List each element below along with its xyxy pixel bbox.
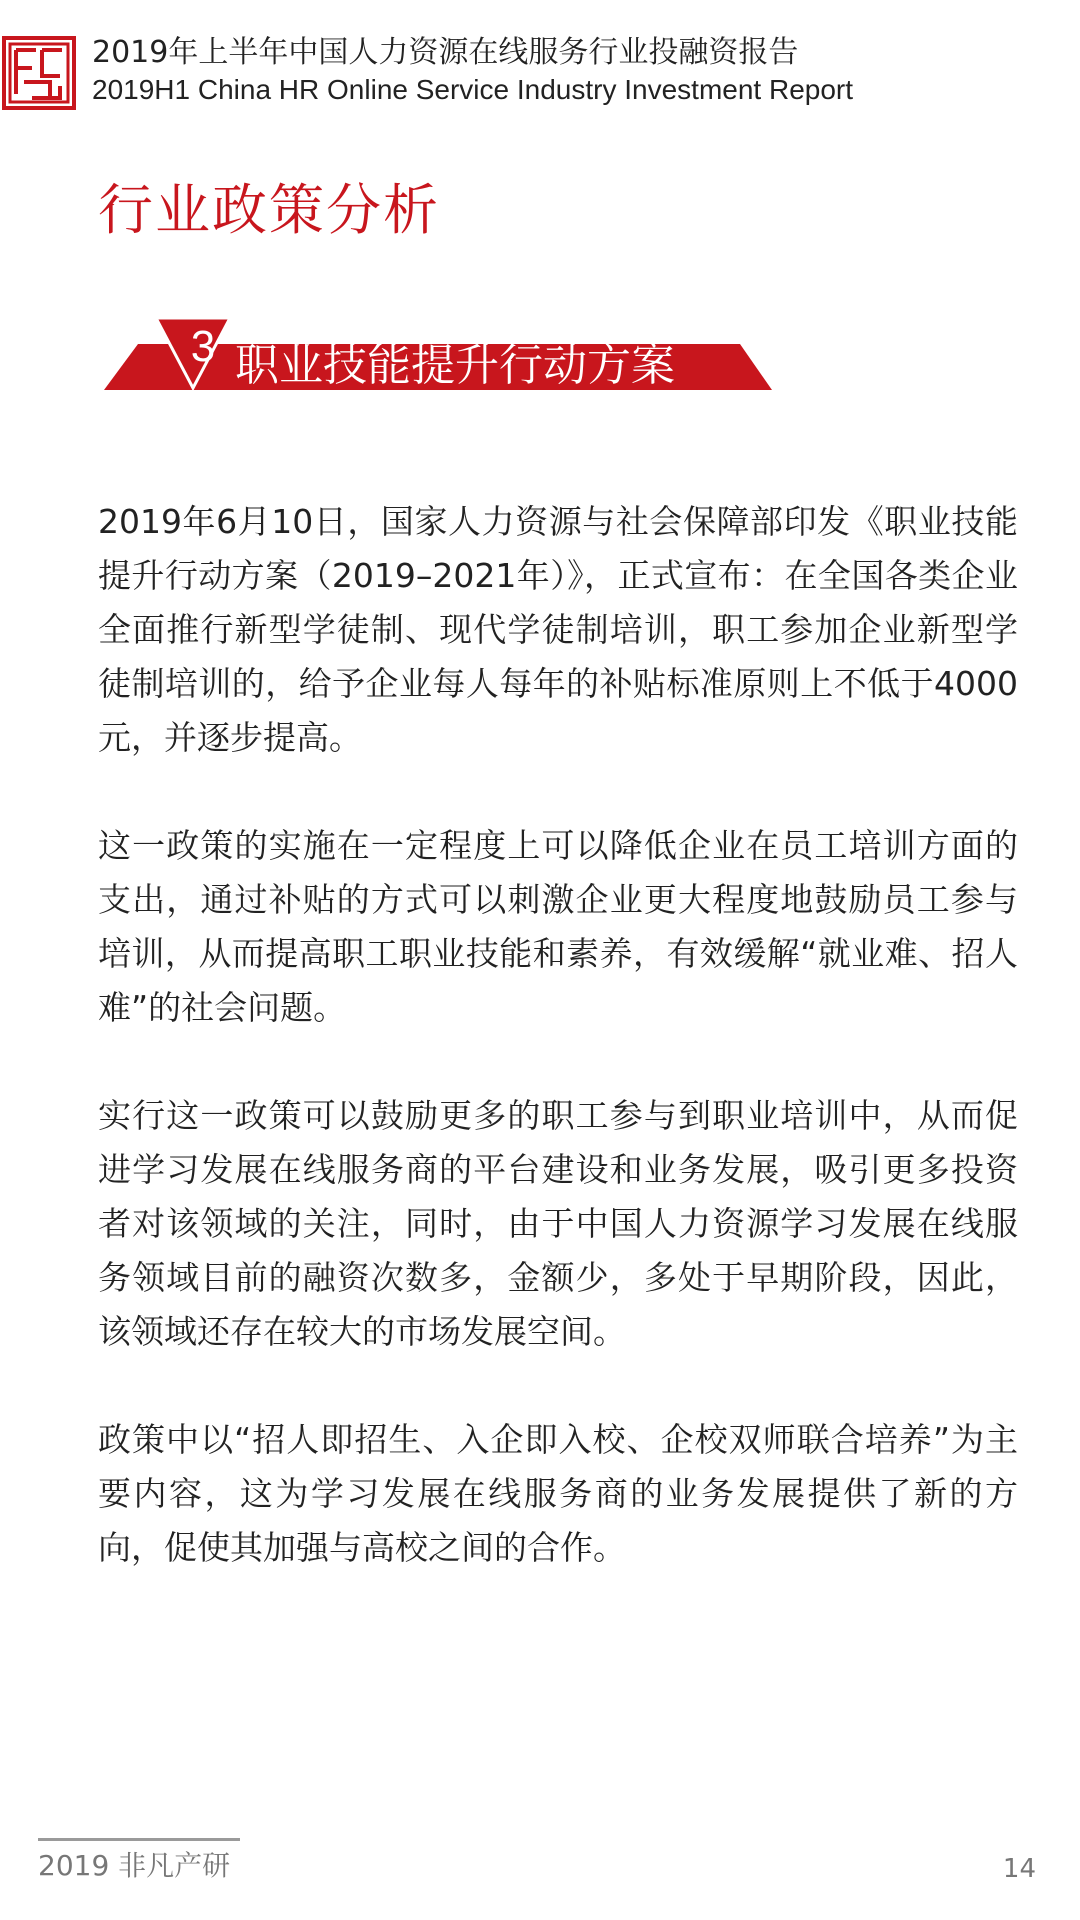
footer-brand: 2019 非凡产研 <box>38 1849 231 1882</box>
section-title: 职业技能提升行动方案 <box>235 340 675 391</box>
report-title-cn: 2019年上半年中国人力资源在线服务行业投融资报告 <box>92 35 799 70</box>
page-title: 行业政策分析 <box>98 178 441 242</box>
report-header <box>0 30 1080 120</box>
paragraph-1: 2019年6月10日，国家人力资源与社会保障部印发《职业技能提升行动方案（2019–2021年）》，正式宣布：在全国各类企业全面推行新型学徒制、现代学徒制培训，职工参加企业新型学徒制培训的，给予企业每人每年的补贴标准原则上不低于4000元，并逐步提高。 <box>98 502 1018 757</box>
paragraph-2: 这一政策的实施在一定程度上可以降低企业在员工培训方面的支出，通过补贴的方式可以刺激企业更大程度地鼓励员工参与培训，从而提高职工职业技能和素养，有效缓解“就业难、招人难”的社会问题。 <box>98 826 1018 1027</box>
section-banner <box>100 318 780 398</box>
article-body <box>98 495 1018 1629</box>
paragraph-3: 实行这一政策可以鼓励更多的职工参与到职业培训中，从而促进学习发展在线服务商的平台建设和业务发展，吸引更多投资者对该领域的关注，同时，由于中国人力资源学习发展在线服务领域目前的融资次数多，金额少，多处于早期阶段，因此，该领域还存在较大的市场发展空间。 <box>98 1096 1018 1351</box>
header-titles <box>92 34 1052 108</box>
section-number: 3 <box>190 322 216 371</box>
fanfan-logo-icon <box>2 36 76 110</box>
report-title-en: 2019H1 China HR Online Service Industry Investment Report <box>92 74 854 105</box>
footer-divider <box>38 1838 240 1841</box>
paragraph-4: 政策中以“招人即招生、入企即入校、企校双师联合培养”为主要内容，这为学习发展在线服务商的业务发展提供了新的方向，促使其加强与高校之间的合作。 <box>98 1420 1018 1567</box>
page-number: 14 <box>1002 1854 1036 1884</box>
